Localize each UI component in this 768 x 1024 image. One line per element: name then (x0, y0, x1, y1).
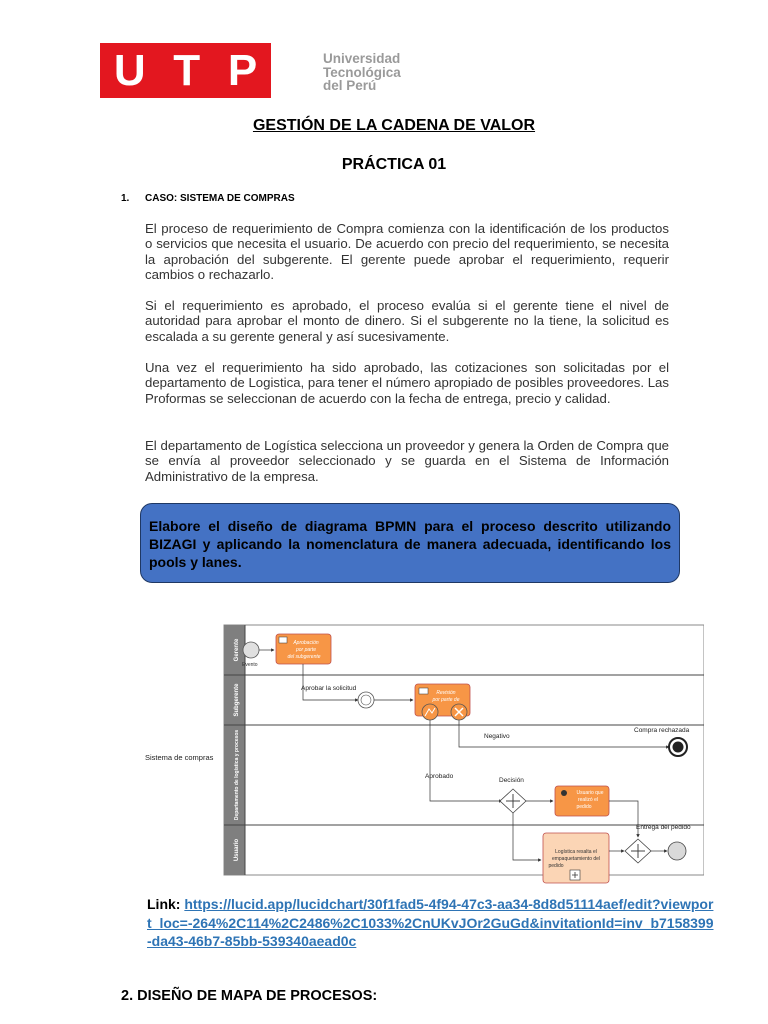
task-user-line-3: pedido (576, 804, 592, 810)
paragraph-1: El proceso de requerimiento de Compra comienza con la identificación de los productos o servicios que necesita el usuario. De acuerdo con precio del requerimiento, se necesita la aprobación del subgerente. El gerente puede aprobar el requerimiento, requerir cambios o rechazarlo. (145, 221, 669, 283)
label-compra-rechazada: Compra rechazada (634, 727, 690, 734)
boundary-event-escalation (422, 704, 438, 720)
task-user-line-1: Usuario que (576, 790, 604, 796)
user-icon (561, 790, 567, 796)
section-1-number: 1. (121, 193, 130, 204)
section-2-heading: 2. DISEÑO DE MAPA DE PROCESOS: (121, 988, 378, 1004)
label-aprobar-solicitud: Aprobar la solicitud (301, 685, 357, 692)
task-review-line-1: Revisión (436, 690, 456, 696)
utp-logo (100, 43, 271, 98)
logo-letter-t: T (173, 45, 201, 95)
link-block (147, 895, 717, 951)
folder-icon (419, 688, 428, 694)
label-aprobado: Aprobado (425, 773, 454, 780)
document-title: GESTIÓN DE LA CADENA DE VALOR (252, 117, 536, 134)
pool-label: Sistema de compras (145, 753, 214, 762)
timer-event (358, 692, 374, 708)
label-entrega-pedido: Entrega del pedido (636, 824, 691, 831)
link-label: Link: (147, 896, 181, 912)
envelope-icon (279, 637, 287, 643)
bpmn-diagram (144, 620, 704, 890)
start-event-label: Evento (242, 662, 258, 668)
task-logistics-line-2: empaquetamiento del (551, 856, 601, 862)
lane-label-logistica: Departamento de logística y procesos (234, 729, 240, 821)
task-logistics-line-1: Logística resalta el (555, 849, 597, 855)
paragraph-3: Una vez el requerimiento ha sido aprobado, las cotizaciones son solicitadas por el departamento de Logistica, para tener el número apropiado de posibles proveedores. Las Proformas se seleccionan de acuerdo con la fecha de entrega, precio y calidad. (145, 360, 669, 406)
university-name (323, 52, 401, 93)
task-approval-line-2: por parte (295, 647, 317, 653)
label-decision: Decisión (499, 777, 524, 784)
task-approval-line-3: del subgerente (287, 654, 321, 660)
university-name-line-2: Tecnológica (323, 64, 401, 80)
paragraph-4: El departamento de Logística selecciona un proveedor y genera la Orden de Compra que se envía al proveedor seleccionado y se guarda en el Sistema de Información Administrativo de la empresa. (145, 438, 669, 484)
logo-letter-p: P (227, 45, 258, 95)
section-1-heading (121, 193, 295, 204)
start-event (243, 642, 259, 658)
task-approval-line-1: Aprobación (293, 640, 319, 646)
logo-letter-u: U (113, 45, 146, 95)
university-name-line-3: del Perú (323, 78, 377, 93)
instruction-text: Elabore el diseño de diagrama BPMN para el proceso descrito utilizando BIZAGI y aplicando la nomenclatura de manera adecuada, identificando los pools y lanes. (149, 518, 671, 570)
lucidchart-link[interactable]: https://lucid.app/lucidchart/30f1fad5-4f94-47c3-aa34-8d8d51114aef/edit?viewport_loc=-264%2C114%2C2486%2C1033%2CnUKvJOr2GuGd&invitationId=inv_b7158399-da43-46b7-85bb-539340aead0c (147, 896, 714, 949)
lane-label-usuario: Usuario (234, 838, 240, 862)
section-1-title: CASO: SISTEMA DE COMPRAS (145, 193, 295, 204)
end-event-rejected-inner (673, 742, 684, 753)
paragraph-2: Si el requerimiento es aprobado, el proceso evalúa si el gerente tiene el nivel de autoridad para aprobar el monto de dinero. Si el subgerente no la tiene, la solicitud es escalada a su gerente general y así sucesivamente. (145, 298, 669, 344)
lane-label-gerente: Gerente (234, 638, 240, 662)
document-subtitle: PRÁCTICA 01 (341, 156, 447, 173)
task-user-line-2: realizó el (577, 797, 599, 803)
end-event-delivered (668, 842, 686, 860)
label-negativo: Negativo (484, 733, 510, 740)
task-review-line-2: por parte de (432, 697, 460, 703)
instruction-callout (140, 503, 680, 583)
lane-label-subgerente: Subgerente (234, 683, 240, 717)
university-name-line-1: Universidad (323, 51, 401, 66)
task-logistics-line-3: pedido (548, 863, 564, 869)
